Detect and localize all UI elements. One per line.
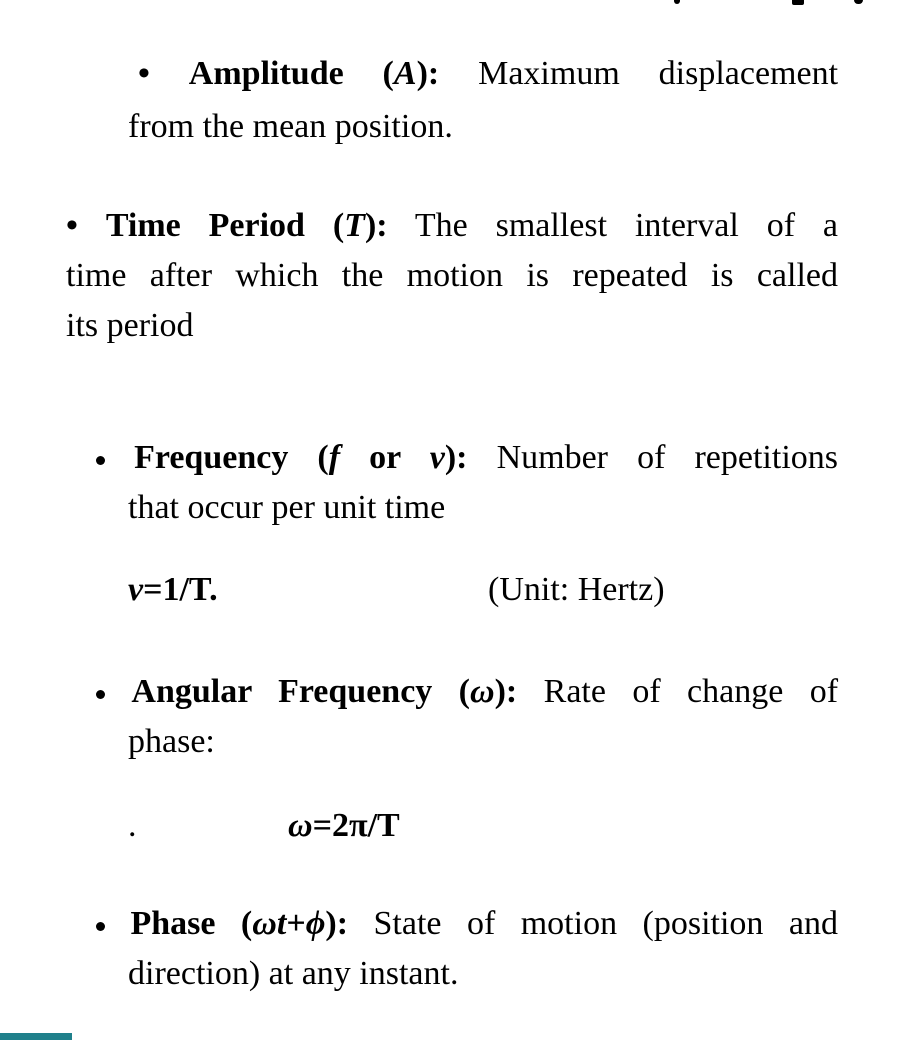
- stray-period: .: [128, 807, 137, 844]
- phase-term: Phase (: [130, 905, 253, 942]
- bullet-item-time-period-line3: its period: [66, 307, 194, 344]
- frequency-symbol-f: f: [328, 439, 341, 476]
- bullet-item-frequency-line1: [96, 436, 838, 480]
- amplitude-term: Amplitude (: [188, 55, 394, 92]
- angular-frequency-formula: [288, 804, 400, 848]
- bullet-item-time-period-line1: [66, 204, 838, 248]
- amplitude-symbol: A: [393, 55, 417, 92]
- angular-frequency-definition: Rate of change of: [543, 673, 839, 710]
- frequency-symbol-nu: ν: [429, 439, 445, 476]
- frequency-term-end: ):: [444, 439, 468, 476]
- bullet-dot: [96, 922, 105, 931]
- angular-frequency-symbol: ω: [470, 673, 495, 710]
- bullet-item-angular-frequency-line1: [96, 670, 838, 714]
- bullet-item-phase-line2: direction) at any instant.: [128, 955, 459, 992]
- phase-plus: +: [286, 905, 306, 942]
- bullet-dot: [96, 456, 105, 465]
- bullet-dot: [96, 690, 105, 699]
- formula-nu: ν: [128, 571, 144, 608]
- bullet-item-phase-line1: [96, 902, 838, 946]
- formula-omega: ω: [288, 807, 313, 844]
- phase-symbol-phi: ϕ: [305, 905, 326, 942]
- frequency-definition: Number of repetitions: [496, 439, 839, 476]
- frequency-or: or: [340, 439, 430, 476]
- amplitude-term-end: ):: [416, 55, 440, 92]
- time-period-definition: The smallest interval of a: [414, 207, 838, 244]
- angular-frequency-term-end: ):: [494, 673, 518, 710]
- angular-frequency-term: Angular Frequency (: [131, 673, 471, 710]
- phase-term-end: ):: [325, 905, 349, 942]
- bullet-glyph: •: [66, 207, 78, 244]
- bullet-item-amplitude-line1: [138, 52, 838, 96]
- clipped-text-fragment: [854, 0, 863, 4]
- frequency-term: Frequency (: [134, 439, 329, 476]
- clipped-text-fragment: [792, 0, 804, 5]
- accent-bar: [0, 1033, 72, 1040]
- phase-symbol-wt: ωt: [252, 905, 287, 942]
- frequency-formula: [128, 568, 218, 612]
- frequency-unit: (Unit: Hertz): [488, 571, 665, 608]
- bullet-item-frequency-line2: that occur per unit time: [128, 489, 446, 526]
- formula-nu-rest: =1/T.: [143, 571, 218, 608]
- time-period-symbol: T: [344, 207, 365, 244]
- phase-definition: State of motion (position and: [373, 905, 838, 942]
- bullet-glyph: •: [138, 55, 150, 92]
- clipped-text-fragment: [674, 0, 680, 4]
- bullet-item-angular-frequency-line2: phase:: [128, 723, 215, 760]
- time-period-term-end: ):: [364, 207, 388, 244]
- time-period-term: Time Period (: [105, 207, 345, 244]
- bullet-item-amplitude-line2: from the mean position.: [128, 108, 453, 145]
- amplitude-definition: Maximum displacement: [478, 55, 839, 92]
- bullet-item-time-period-line2: time after which the motion is repeated is called: [66, 257, 838, 294]
- formula-omega-rest: =2π/T: [312, 807, 400, 844]
